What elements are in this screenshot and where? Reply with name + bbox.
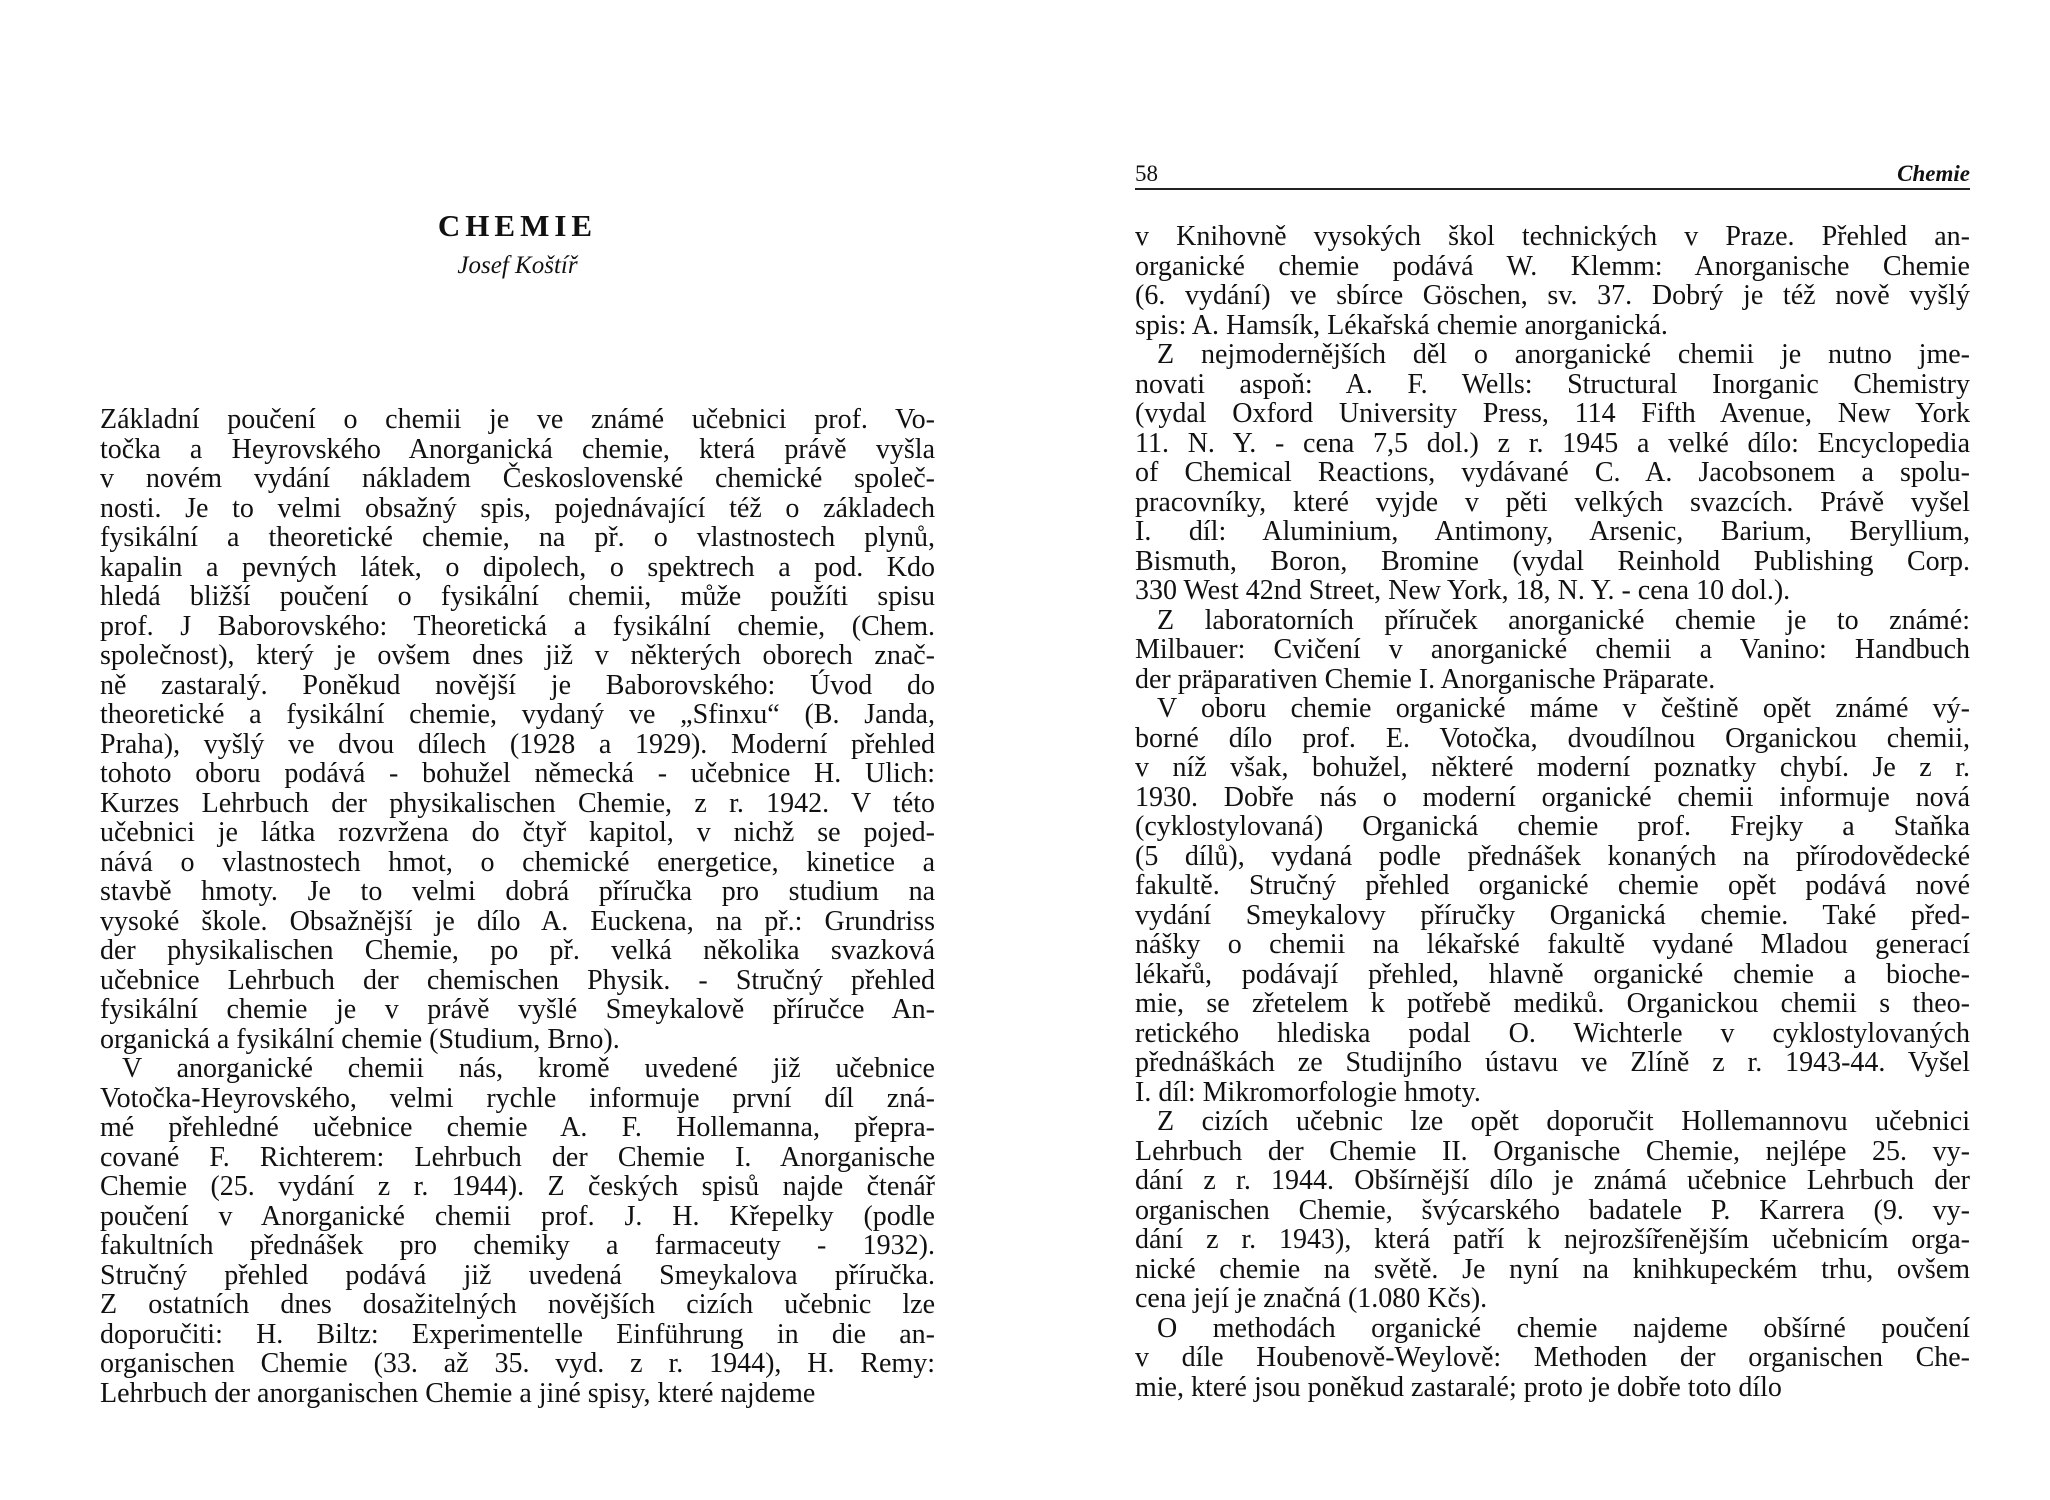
text-line: Lehrbuch der Chemie II. Organische Chemie, nejlépe 25. vy- — [1135, 1135, 1970, 1167]
text-line: Stručný přehled podává již uvedená Smeykalova příručka. — [100, 1259, 935, 1291]
paragraph — [1135, 606, 1970, 695]
text-line: učebnice Lehrbuch der chemischen Physik. - Stručný přehled — [100, 964, 935, 996]
text-line: ně zastaralý. Poněkud novější je Baborovského: Úvod do — [100, 669, 935, 701]
text-line: v Knihovně vysokých škol technických v Praze. Přehled an- — [1135, 221, 1970, 252]
text-line: stavbě hmoty. Je to velmi dobrá příručka pro studium na — [100, 876, 935, 907]
text-line: dání z r. 1944. Obšírnější dílo je známá učebnice Lehrbuch der — [1135, 1165, 1970, 1196]
text-line: der präparativen Chemie I. Anorganische Präparate. — [1135, 663, 1716, 695]
text-line: I. díl: Aluminium, Antimony, Arsenic, Barium, Beryllium, — [1135, 516, 1970, 547]
text-line: poučení v Anorganické chemii prof. J. H. Křepelky (podle — [100, 1200, 935, 1232]
right-page-body — [1135, 222, 1970, 1402]
text-line: společnost), který je ovšem dnes již v některých oborech znač- — [100, 640, 935, 671]
text-line: Z cizích učebnic lze opět doporučit Hollemannovu učebnici — [1157, 1106, 1970, 1137]
text-line: 330 West 42nd Street, New York, 18, N. Y. - cena 10 dol.). — [1135, 575, 1791, 606]
text-line: lékařů, podávají přehled, hlavně organické chemie a bioche- — [1135, 958, 1970, 990]
text-line: of Chemical Reactions, vydávané C. A. Jacobsonem a spolu- — [1135, 457, 1970, 488]
paragraph — [100, 1054, 935, 1408]
text-line: cované F. Richterem: Lehrbuch der Chemie I. Anorganische — [100, 1141, 935, 1173]
text-line: (6. vydání) ve sbírce Göschen, sv. 37. Dobrý je též nově vyšlý — [1135, 280, 1970, 311]
page-header — [1135, 158, 1970, 190]
chapter-title: CHEMIE — [437, 208, 598, 243]
text-line: 11. N. Y. - cena 7,5 dol.) z r. 1945 a velké dílo: Encyclopedia — [1135, 427, 1970, 459]
text-line: organischen Chemie, švýcarského badatele P. Karrera (9. vy- — [1135, 1194, 1970, 1226]
text-line: hledá bližší poučení o fysikální chemii, může použíti spisu — [100, 581, 935, 612]
text-line: vysoké škole. Obsažnější je dílo A. Euckena, na př.: Grundriss — [100, 905, 935, 937]
text-line: dání z r. 1943), která patří k nejrozšířenějším učebnicím orga- — [1135, 1224, 1970, 1255]
text-line: Bismuth, Boron, Bromine (vydal Reinhold Publishing Corp. — [1135, 545, 1970, 577]
text-line: Chemie (25. vydání z r. 1944). Z českých spisů najde čtenář — [100, 1171, 935, 1202]
text-line: pracovníky, které vyjde v pěti velkých svazcích. Právě vyšel — [1135, 486, 1970, 518]
text-line: V anorganické chemii nás, kromě uvedené již učebnice — [122, 1053, 935, 1084]
text-line: fysikální chemie je v právě vyšlé Smeykalově příručce An- — [100, 994, 935, 1025]
paragraph — [1135, 1314, 1970, 1403]
text-line: mé přehledné učebnice chemie A. F. Hollemanna, přepra- — [100, 1112, 935, 1143]
text-line: (vydal Oxford University Press, 114 Fifth Avenue, New York — [1135, 398, 1970, 429]
text-line: (5 dílů), vydaná podle přednášek konaných na přírodovědecké — [1135, 840, 1970, 872]
page-number: 58 — [1135, 161, 1158, 186]
text-line: fakultě. Stručný přehled organické chemie opět podává nové — [1135, 870, 1970, 901]
text-line: Votočka-Heyrovského, velmi rychle informuje první díl zná- — [100, 1082, 935, 1114]
text-line: Z laboratorních příruček anorganické chemie je to známé: — [1157, 604, 1970, 636]
text-line: Z nejmodernějších děl o anorganické chemii je nutno jme- — [1157, 339, 1970, 370]
text-line: retického hlediska podal O. Wichterle v cyklostylovaných — [1135, 1017, 1970, 1049]
text-line: O methodách organické chemie najdeme obšírné poučení — [1157, 1312, 1970, 1344]
text-line: tohoto oboru podává - bohužel německá - učebnice H. Ulich: — [100, 758, 935, 789]
text-line: kapalin a pevných látek, o dipolech, o spektrech a pod. Kdo — [100, 551, 935, 583]
text-line: (cyklostylovaná) Organická chemie prof. Frejky a Staňka — [1135, 811, 1970, 842]
text-line: prof. J Baborovského: Theoretická a fysikální chemie, (Chem. — [100, 610, 935, 642]
text-line: fakultních přednášek pro chemiky a farmaceuty - 1932). — [100, 1230, 935, 1261]
text-line: nické chemie na světě. Je nyní na knihkupeckém trhu, ovšem — [1135, 1253, 1970, 1285]
text-line: nosti. Je to velmi obsažný spis, pojednávající též o základech — [100, 492, 935, 524]
text-line: Základní poučení o chemii je ve známé učebnici prof. Vo- — [100, 404, 935, 435]
text-line: organické chemie podává W. Klemm: Anorganische Chemie — [1135, 250, 1970, 282]
text-line: přednáškách ze Studijního ústavu ve Zlíně z r. 1943-44. Vyšel — [1135, 1047, 1970, 1078]
text-line: v novém vydání nákladem Československé chemické společ- — [100, 463, 935, 494]
text-line: der physikalischen Chemie, po př. velká několika svazková — [100, 935, 935, 966]
text-line: nášky o chemii na lékařské fakultě vydané Mladou generací — [1135, 929, 1970, 960]
text-line: točka a Heyrovského Anorganická chemie, která právě vyšla — [100, 433, 935, 465]
text-line: Praha), vyšlý ve dvou dílech (1928 a 1929). Moderní přehled — [100, 728, 935, 760]
text-line: Milbauer: Cvičení v anorganické chemii a Vanino: Handbuch — [1135, 634, 1970, 665]
text-line: učebnici je látka rozvržena do čtyř kapitol, v nichž se pojed- — [100, 817, 935, 848]
text-line: Z ostatních dnes dosažitelných novějších cizích učebnic lze — [100, 1289, 935, 1320]
running-head: Chemie — [1897, 161, 1970, 186]
text-line: theoretické a fysikální chemie, vydaný ve „Sfinxu“ (B. Janda, — [100, 699, 935, 730]
text-line: organischen Chemie (33. až 35. vyd. z r. 1944), H. Remy: — [100, 1348, 935, 1379]
text-line: borné dílo prof. E. Votočka, dvoudílnou Organickou chemii, — [1135, 722, 1970, 754]
text-line: 1930. Dobře nás o moderní organické chemii informuje nová — [1135, 781, 1970, 813]
text-line: novati aspoň: A. F. Wells: Structural Inorganic Chemistry — [1135, 368, 1970, 400]
text-line: organická a fysikální chemie (Studium, Brno). — [100, 1023, 620, 1055]
paragraph — [1135, 694, 1970, 1107]
paragraph — [100, 405, 935, 1054]
text-line: nává o vlastnostech hmot, o chemické energetice, kinetice a — [100, 846, 935, 878]
text-line: vydání Smeykalovy příručky Organická chemie. Také před- — [1135, 899, 1970, 931]
text-line: cena její je značná (1.080 Kčs). — [1135, 1283, 1488, 1314]
paragraph — [1135, 1107, 1970, 1314]
author-name: Josef Koštíř — [457, 252, 578, 279]
text-line: mie, se zřetelem k potřebě mediků. Organickou chemii s theo- — [1135, 988, 1970, 1019]
text-line: spis: A. Hamsík, Lékařská chemie anorganická. — [1135, 309, 1668, 341]
text-line: I. díl: Mikromorfologie hmoty. — [1135, 1076, 1481, 1108]
text-line: Lehrbuch der anorganischen Chemie a jiné spisy, které najdeme — [100, 1377, 816, 1409]
paragraph — [1135, 222, 1970, 340]
text-line: V oboru chemie organické máme v češtině opět známé vý- — [1157, 693, 1970, 724]
left-page-body — [100, 405, 935, 1408]
text-line: doporučiti: H. Biltz: Experimentelle Einführung in die an- — [100, 1318, 935, 1350]
text-line: Kurzes Lehrbuch der physikalischen Chemie, z r. 1942. V této — [100, 787, 935, 819]
paragraph — [1135, 340, 1970, 606]
text-line: v díle Houbenově-Weylově: Methoden der organischen Che- — [1135, 1342, 1970, 1373]
text-line: v níž však, bohužel, některé moderní poznatky chybí. Je z r. — [1135, 752, 1970, 783]
text-line: mie, které jsou poněkud zastaralé; proto je dobře toto dílo — [1135, 1371, 1782, 1403]
text-line: fysikální a theoretické chemie, na př. o vlastnostech plynů, — [100, 522, 935, 553]
